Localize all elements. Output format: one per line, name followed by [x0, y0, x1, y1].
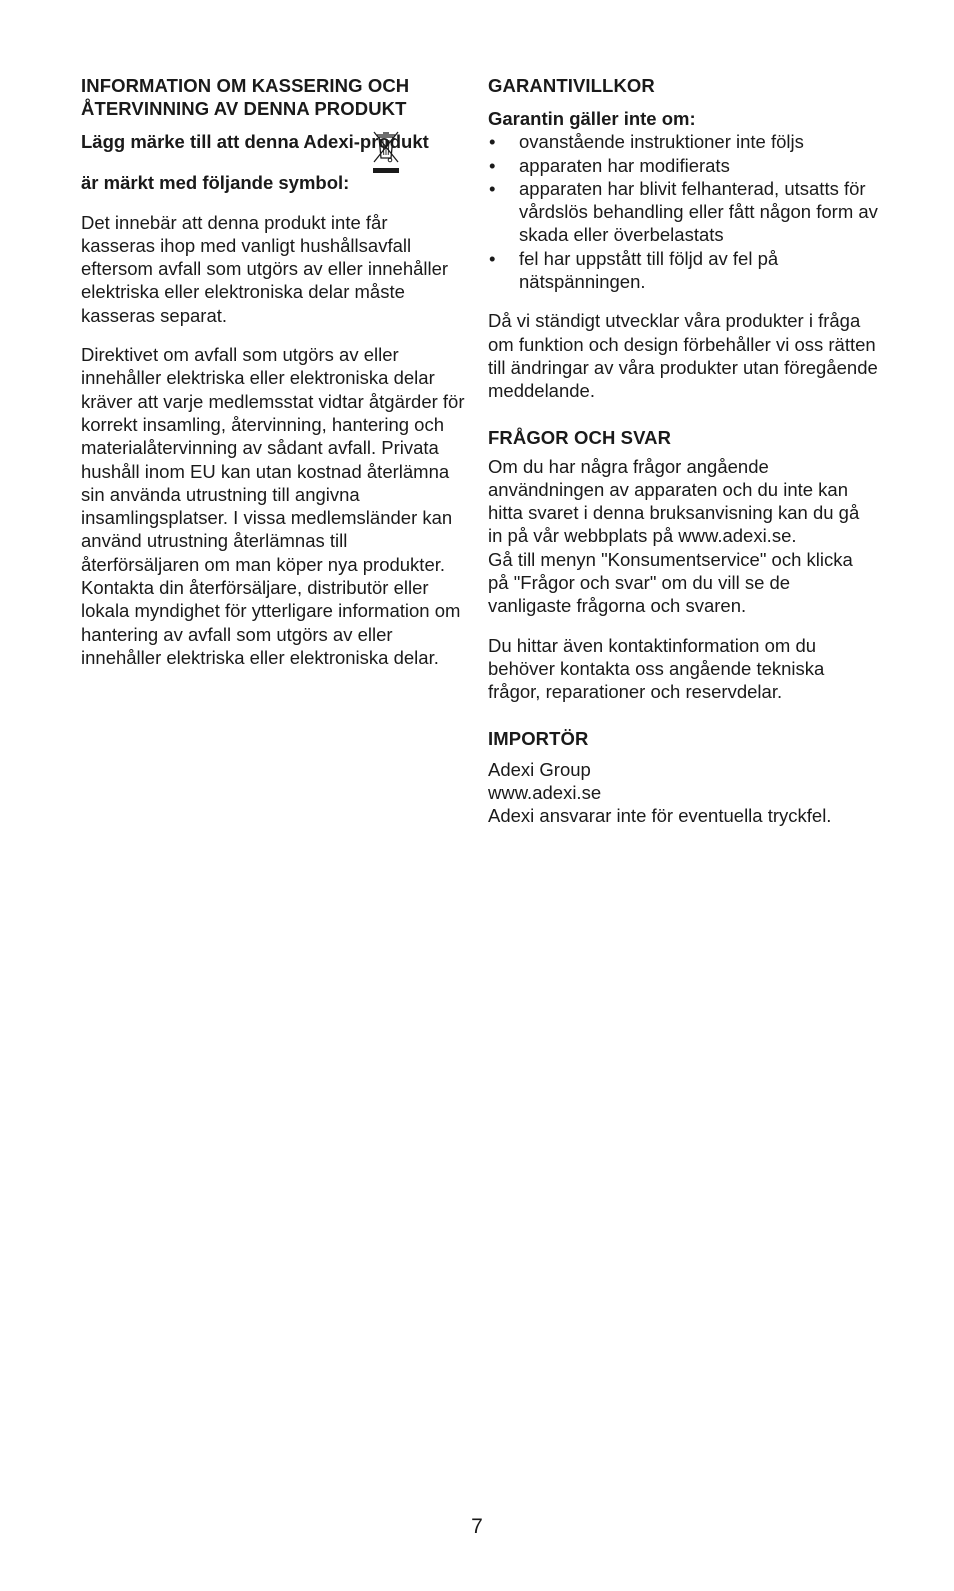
- disposal-heading: INFORMATION OM KASSERING OCH ÅTERVINNING AV DENNA PRODUKT: [81, 75, 410, 119]
- bullet: •: [489, 177, 496, 199]
- page-number: 7: [471, 1515, 483, 1538]
- importer-note: Adexi ansvarar inte för eventuella tryckfel.: [488, 805, 832, 827]
- right-column: [488, 74, 878, 827]
- faq-paragraph-1-continued: Gå till menyn "Konsumentservice" och klicka på "Frågor och svar" om du vill se de vanligaste frågorna och svaren.: [488, 548, 853, 617]
- bullet: •: [489, 247, 496, 269]
- list-item: [488, 130, 878, 153]
- left-column: [81, 74, 466, 669]
- list-item-text: apparaten har blivit felhanterad, utsatts för vårdslös behandling eller fått någon form av skada eller överbelastats: [519, 177, 878, 246]
- symbol-notice-line-1: Lägg märke till att denna Adexi-produkt: [81, 131, 429, 152]
- list-item-text: apparaten har modifierats: [519, 154, 730, 176]
- crossed-out-wheelie-bin-icon: [371, 131, 401, 177]
- list-item-text: ovanstående instruktioner inte följs: [519, 131, 804, 153]
- warranty-paragraph: Då vi ständigt utvecklar våra produkter i fråga om funktion och design förbehåller vi oss rätten till ändringar av våra produkter utan föregående meddelande.: [488, 310, 878, 402]
- faq-heading: FRÅGOR OCH SVAR: [488, 426, 672, 448]
- importer-name: Adexi Group: [488, 758, 591, 780]
- disposal-paragraph-1: Det innebär att denna produkt inte får kasseras ihop med vanligt hushållsavfall eftersom avfall som utgörs av eller innehåller elektriska eller elektroniska delar måste kasseras separat.: [81, 211, 449, 326]
- list-item: [488, 177, 878, 247]
- faq-paragraph-2: Du hittar även kontaktinformation om du behöver kontakta oss angående tekniska frågor, reparationer och reservdelar.: [488, 634, 825, 703]
- list-item: [488, 154, 878, 177]
- list-item-text: fel har uppstått till följd av fel på nätspänningen.: [519, 247, 779, 293]
- symbol-notice-line-2: är märkt med följande symbol:: [81, 172, 350, 194]
- symbol-notice-row: [81, 171, 466, 194]
- warranty-subheading: Garantin gäller inte om:: [488, 108, 696, 129]
- importer-website: www.adexi.se: [488, 781, 602, 803]
- bullet: •: [489, 154, 496, 176]
- bullet: •: [489, 131, 496, 153]
- faq-paragraph-1: Om du har några frågor angående användningen av apparaten och du inte kan hitta svaret i denna bruksanvisning kan du gå in på vår webbplats på www.adexi.se.: [488, 455, 860, 547]
- disposal-paragraph-2: Direktivet om avfall som utgörs av eller innehåller elektriska eller elektroniska delar kräver att varje medlemsstat vidtar åtgärder för korrekt insamling, återvinning, hantering och materialåtervinning av sådant avfall. Privata hushåll inom EU kan utan kostnad återlämna sin använda utrustning till angivna insamlingsplatser. I vissa medlemsländer kan använd utrustning återlämnas till återförsäljaren om man köper nya produkter. Kontakta din återförsäljare, distributör eller lokala myndighet för ytterligare information om hantering av avfall som utgörs av eller innehåller elektriska eller elektroniska delar.: [81, 344, 465, 668]
- importer-heading: IMPORTÖR: [488, 727, 589, 749]
- list-item: [488, 247, 878, 294]
- warranty-heading: GARANTIVILLKOR: [488, 75, 655, 96]
- warranty-list: [488, 130, 878, 293]
